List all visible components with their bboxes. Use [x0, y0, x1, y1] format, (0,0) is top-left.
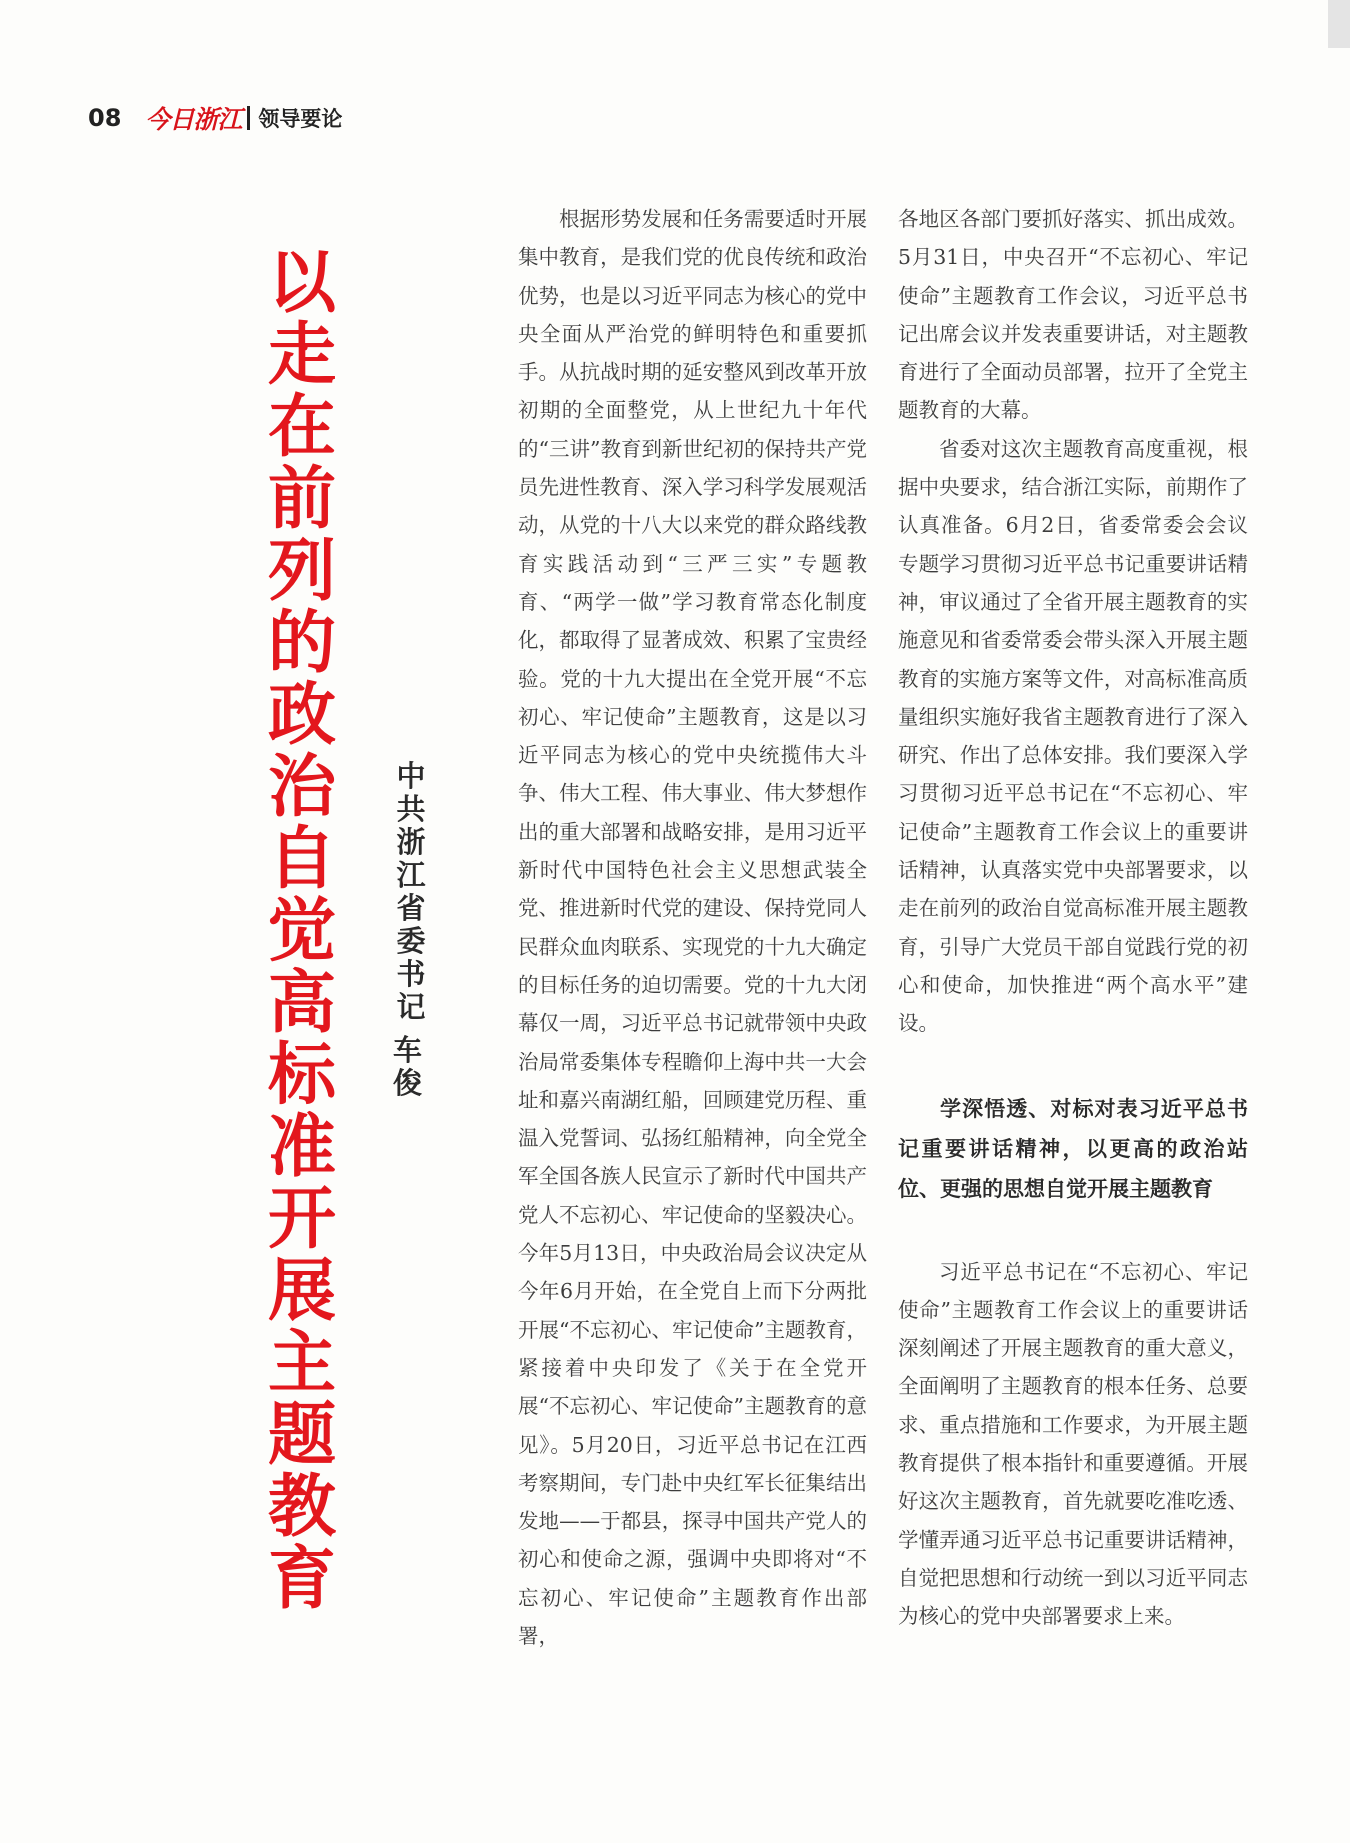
article-title: 以走在前列的政治自觉高标准开展主题教育 — [267, 244, 336, 1619]
byline — [393, 760, 429, 1100]
body-paragraph: 根据形势发展和任务需要适时开展集中教育，是我们党的优良传统和政治优势，也是以习近平同志为核心的党中央全面从严治党的鲜明特色和重要抓手。从抗战时期的延安整风到改革开放初期的全面整党，从上世纪九十年代的“三讲”教育到新世纪初的保持共产党员先进性教育、深入学习科学发展观活动，从党的十八大以来党的群众路线教育实践活动到“三严三实”专题教育、“两学一做”学习教育常态化制度化，都取得了显著成效、积累了宝贵经验。党的十九大提出在全党开展“不忘初心、牢记使命”主题教育，这是以习近平同志为核心的党中央统揽伟大斗争、伟大工程、伟大事业、伟大梦想作出的重大部署和战略安排，是用习近平新时代中国特色社会主义思想武装全党、推进新时代党的建设、保持党同人民群众血肉联系、实现党的十九大确定的目标任务的迫切需要。党的十九大闭幕仅一周，习近平总书记就带领中央政治局常委集体专程瞻仰上海中共一大会址和嘉兴南湖红船，回顾建党历程、重温入党誓词、弘扬红船精神，向全党全军全国各族人民宣示了新时代中国共产党人不忘初心、牢记使命的坚毅决心。今年5月13日，中央政治局会议决定从今年6月开始，在全党自上而下分两批开展“不忘初心、牢记使命”主题教育，紧接着中央印发了《关于在全党开展“不忘初心、牢记使命”主题教育的意见》。5月20日，习近平总书记在江西考察期间，专门赴中央红军长征集结出发地——于都县，探寻中国共产党人的初心和使命之源，强调中央即将对“不忘初心、牢记使命”主题教育作出部署， — [518, 207, 867, 1648]
body-column-right — [898, 200, 1248, 1636]
byline-name: 车俊 — [393, 1033, 431, 1100]
section-name: 领导要论 — [258, 107, 343, 131]
header-divider — [247, 106, 250, 130]
body-paragraph-continued: 各地区各部门要抓好落实、抓出成效。5月31日，中央召开“不忘初心、牢记使命”主题教育工作会议，习近平总书记出席会议并发表重要讲话，对主题教育进行了全面动员部署，拉开了全党主题教育的大幕。 — [898, 207, 1248, 423]
page-header — [88, 100, 342, 136]
magazine-logo: 今日浙江 — [145, 105, 242, 134]
body-column-left — [518, 200, 867, 1655]
section-subheading: 学深悟透、对标对表习近平总书记重要讲话精神，以更高的政治站位、更强的思想自觉开展主题教育 — [898, 1096, 1248, 1201]
page-number: 08 — [88, 104, 122, 132]
byline-role: 中共浙江省委书记 — [396, 759, 426, 1024]
body-paragraph: 习近平总书记在“不忘初心、牢记使命”主题教育工作会议上的重要讲话深刻阐述了开展主题教育的重大意义，全面阐明了主题教育的根本任务、总要求、重点措施和工作要求，为开展主题教育提供了根本指针和重要遵循。开展好这次主题教育，首先就要吃准吃透、学懂弄通习近平总书记重要讲话精神，自觉把思想和行动统一到以习近平同志为核心的党中央部署要求上来。 — [898, 1259, 1248, 1629]
page-corner-shade — [1328, 0, 1350, 48]
body-paragraph: 省委对这次主题教育高度重视，根据中央要求，结合浙江实际，前期作了认真准备。6月2日，省委常委会会议专题学习贯彻习近平总书记重要讲话精神，审议通过了全省开展主题教育的实施意见和省委常委会带头深入开展主题教育的实施方案等文件，对高标准高质量组织实施好我省主题教育进行了深入研究、作出了总体安排。我们要深入学习贯彻习近平总书记在“不忘初心、牢记使命”主题教育工作会议上的重要讲话精神，认真落实党中央部署要求，以走在前列的政治自觉高标准开展主题教育，引导广大党员干部自觉践行党的初心和使命，加快推进“两个高水平”建设。 — [898, 436, 1248, 1036]
